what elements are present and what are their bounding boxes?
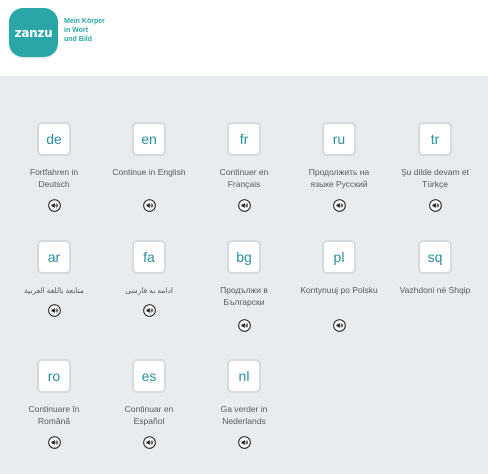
language-label[interactable]: Continuer en Français xyxy=(219,167,269,189)
language-code-button[interactable]: ro xyxy=(37,359,71,393)
language-code-button[interactable]: sq xyxy=(418,240,452,274)
language-code-button[interactable]: ar xyxy=(37,240,71,274)
speaker-icon[interactable] xyxy=(238,319,251,332)
language-label[interactable]: Ga verder in Nederlands xyxy=(220,404,268,426)
speaker-icon[interactable] xyxy=(238,199,251,212)
language-label[interactable]: Şu dilde devam et Türkçe xyxy=(400,167,470,189)
language-code-button[interactable]: ru xyxy=(322,122,356,156)
speaker-icon[interactable] xyxy=(48,199,61,212)
language-label[interactable]: Continuare în Română xyxy=(28,404,80,426)
language-label[interactable]: Vazhdoni në Shqip xyxy=(399,285,471,295)
zanzu-logo[interactable] xyxy=(9,8,58,57)
speaker-icon[interactable] xyxy=(333,199,346,212)
language-label[interactable]: متابعة باللغة العربية xyxy=(24,286,84,295)
language-code-button[interactable]: en xyxy=(132,122,166,156)
language-label[interactable]: Fortfahren in Deutsch xyxy=(29,167,79,189)
speaker-icon[interactable] xyxy=(238,436,251,449)
speaker-icon[interactable] xyxy=(143,199,156,212)
language-label[interactable]: Продължи в Български xyxy=(220,285,268,307)
speaker-icon[interactable] xyxy=(48,304,61,317)
language-code-button[interactable]: de xyxy=(37,122,71,156)
language-label[interactable]: Продолжить на языке Русский xyxy=(308,167,370,189)
tagline-line-1: Mein Körper xyxy=(64,18,105,25)
language-code-button[interactable]: tr xyxy=(418,122,452,156)
tagline xyxy=(64,17,105,44)
speaker-icon[interactable] xyxy=(143,304,156,317)
logo-text: zanzu xyxy=(14,25,53,40)
language-label[interactable]: Continuar en Español xyxy=(124,404,174,426)
speaker-icon[interactable] xyxy=(333,319,346,332)
language-label[interactable]: Continue in English xyxy=(112,167,186,177)
tagline-line-3: und Bild xyxy=(64,36,92,43)
language-code-button[interactable]: fa xyxy=(132,240,166,274)
header xyxy=(0,0,488,76)
language-code-button[interactable]: pl xyxy=(322,240,356,274)
language-code-button[interactable]: nl xyxy=(227,359,261,393)
language-code-button[interactable]: es xyxy=(132,359,166,393)
speaker-icon[interactable] xyxy=(48,436,61,449)
speaker-icon[interactable] xyxy=(143,436,156,449)
language-code-button[interactable]: bg xyxy=(227,240,261,274)
speaker-icon[interactable] xyxy=(429,199,442,212)
language-code-button[interactable]: fr xyxy=(227,122,261,156)
language-label[interactable]: ادامه به فارسی xyxy=(125,286,173,295)
language-grid xyxy=(0,76,488,474)
language-label[interactable]: Kontynuuj po Polsku xyxy=(300,285,378,295)
tagline-line-2: in Wort xyxy=(64,27,88,34)
